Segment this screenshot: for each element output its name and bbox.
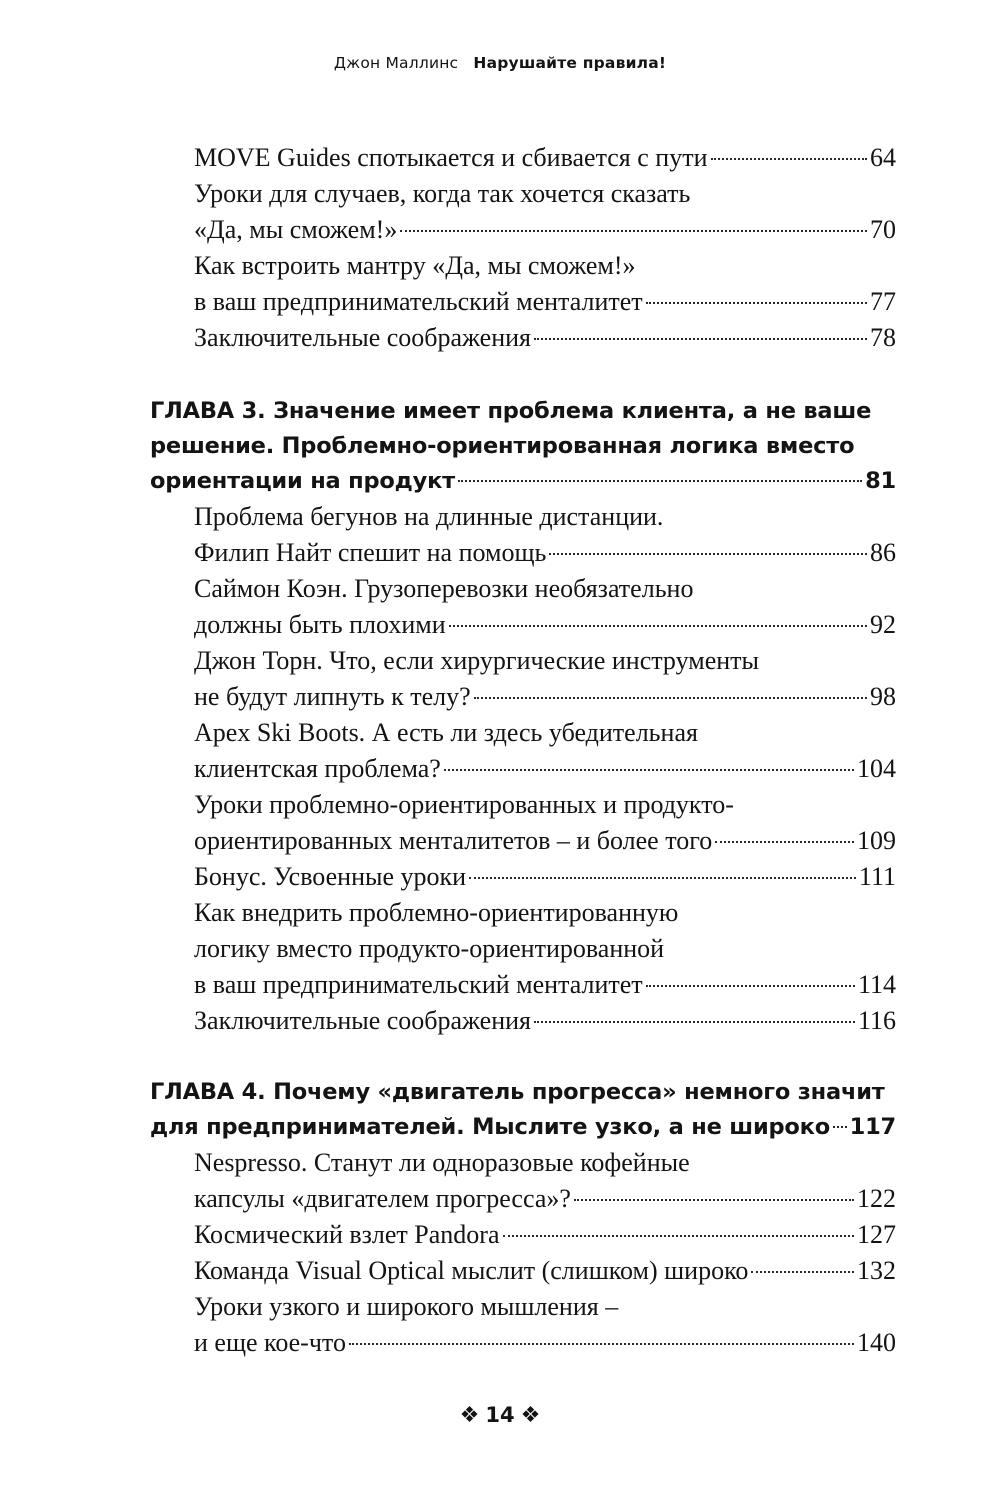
dot-leader (715, 841, 854, 843)
toc-page-number: 104 (857, 754, 896, 783)
toc-entry[interactable] (150, 715, 896, 787)
toc-entry-title: не будут липнуть к телу? (194, 682, 471, 711)
page-footer (0, 1403, 1000, 1428)
toc-entry-title: Филип Найт спешит на помощь (194, 538, 547, 567)
toc-entry[interactable] (150, 895, 896, 1003)
toc-page-number: 77 (870, 287, 896, 316)
toc-entry-title: Саймон Коэн. Грузоперевозки необязательно (194, 574, 694, 603)
toc-entry-title: ориентированных менталитетов – и более того (194, 826, 713, 855)
chapter-title-line: ГЛАВА 3. Значение имеет проблема клиента, а не ваше (150, 398, 872, 424)
toc-entry-title: и еще кое-что (194, 1328, 346, 1357)
toc-entry-title: Уроки для случаев, когда так хочется сказать (194, 179, 691, 208)
dot-leader (534, 338, 867, 340)
toc-entry-title: Заключительные соображения (194, 1006, 532, 1035)
toc-entry-title: Команда Visual Optical мыслит (слишком) широко (194, 1256, 749, 1285)
toc-entry-title: «Да, мы сможем!» (194, 215, 398, 244)
toc-entry[interactable] (150, 140, 896, 176)
toc-entry[interactable] (150, 1289, 896, 1361)
toc-page-number: 116 (857, 1006, 896, 1035)
running-head-author: Джон Маллинс (333, 54, 459, 72)
toc-entry-title: Проблема бегунов на длинные дистанции. (194, 502, 664, 531)
dot-leader (349, 1343, 854, 1345)
toc-entry-title: Nespresso. Станут ли одноразовые кофейные (194, 1148, 690, 1177)
toc-entry-title: Как внедрить проблемно-ориентированную (194, 898, 679, 927)
dot-leader (444, 769, 854, 771)
chapter-4-heading[interactable] (150, 1075, 896, 1145)
chapter-3-heading[interactable] (150, 394, 896, 499)
toc-entry[interactable] (150, 248, 896, 320)
toc-entry-title: Уроки проблемно-ориентированных и продукто- (194, 790, 734, 819)
page-number: 14 (485, 1403, 515, 1427)
dot-leader (646, 302, 867, 304)
toc-page-number: 140 (857, 1328, 896, 1357)
ornament-right-icon: ❖ (520, 1403, 541, 1428)
dot-leader (449, 625, 867, 627)
toc-entry-title: капсулы «двигателем прогресса»? (194, 1184, 571, 1213)
toc-page-number: 78 (870, 323, 896, 352)
dot-leader (711, 158, 868, 160)
ornament-left-icon: ❖ (459, 1403, 480, 1428)
toc-page-number: 92 (870, 610, 896, 639)
toc-entry-title: в ваш предпринимательский менталитет (194, 970, 643, 999)
toc-page-number: 81 (865, 468, 896, 494)
toc-entry-title: Уроки узкого и широкого мышления – (194, 1292, 619, 1321)
toc-entry-title: Джон Торн. Что, если хирургические инструменты (194, 646, 759, 675)
toc-page-number: 127 (857, 1220, 896, 1249)
dot-leader (400, 230, 867, 232)
toc-entry[interactable] (150, 787, 896, 859)
toc-entry[interactable] (150, 320, 896, 356)
toc-page-number: 98 (870, 682, 896, 711)
chapter-title-line: ГЛАВА 4. Почему «двигатель прогресса» немного значит (150, 1079, 885, 1105)
toc-entry-title: Космический взлет Pandora (194, 1220, 500, 1249)
dot-leader (469, 877, 856, 879)
toc-entry[interactable] (150, 1217, 896, 1253)
running-head-book-title: Нарушайте правила! (473, 54, 667, 72)
dot-leader (646, 985, 855, 987)
toc-entry-title: MOVE Guides спотыкается и сбивается с пути (194, 143, 708, 172)
toc-page-number: 111 (858, 862, 896, 891)
dot-leader (751, 1271, 854, 1273)
toc-page-number: 64 (870, 143, 896, 172)
running-head (0, 54, 1000, 72)
toc-entry[interactable] (150, 176, 896, 248)
toc-entry-title: клиентская проблема? (194, 754, 441, 783)
toc-entry-title: Apex Ski Boots. А есть ли здесь убедительная (194, 718, 698, 747)
toc-page-number: 122 (857, 1184, 896, 1213)
dot-leader (833, 1126, 847, 1128)
toc-page-number: 114 (857, 970, 896, 999)
toc-entry[interactable] (150, 1145, 896, 1217)
toc-entry-title: Бонус. Усвоенные уроки (194, 862, 467, 891)
dot-leader (549, 553, 867, 555)
toc-page-number: 70 (870, 215, 896, 244)
toc-entry[interactable] (150, 1003, 896, 1039)
toc-page-number: 117 (849, 1114, 896, 1140)
toc-page-number: 86 (870, 538, 896, 567)
chapter-title-line: решение. Проблемно-ориентированная логика вместо (150, 433, 855, 459)
dot-leader (458, 480, 862, 482)
dot-leader (474, 697, 867, 699)
toc-page-number: 109 (857, 826, 896, 855)
toc-entry[interactable] (150, 643, 896, 715)
toc-entry-title: Как встроить мантру «Да, мы сможем!» (194, 251, 636, 280)
toc-entry-title: должны быть плохими (194, 610, 446, 639)
toc-entry-title: в ваш предпринимательский менталитет (194, 287, 643, 316)
table-of-contents (150, 140, 896, 1361)
chapter-title-line: для предпринимателей. Мыслите узко, а не широко (150, 1114, 831, 1140)
toc-entry[interactable] (150, 1253, 896, 1289)
dot-leader (534, 1021, 855, 1023)
dot-leader (503, 1235, 855, 1237)
toc-entry[interactable] (150, 499, 896, 571)
toc-entry-title: Заключительные соображения (194, 323, 532, 352)
dot-leader (574, 1199, 854, 1201)
toc-entry[interactable] (150, 859, 896, 895)
chapter-title-line: ориентации на продукт (150, 468, 456, 494)
toc-page-number: 132 (857, 1256, 896, 1285)
toc-entry[interactable] (150, 571, 896, 643)
toc-entry-title: логику вместо продукто-ориентированной (194, 934, 665, 963)
